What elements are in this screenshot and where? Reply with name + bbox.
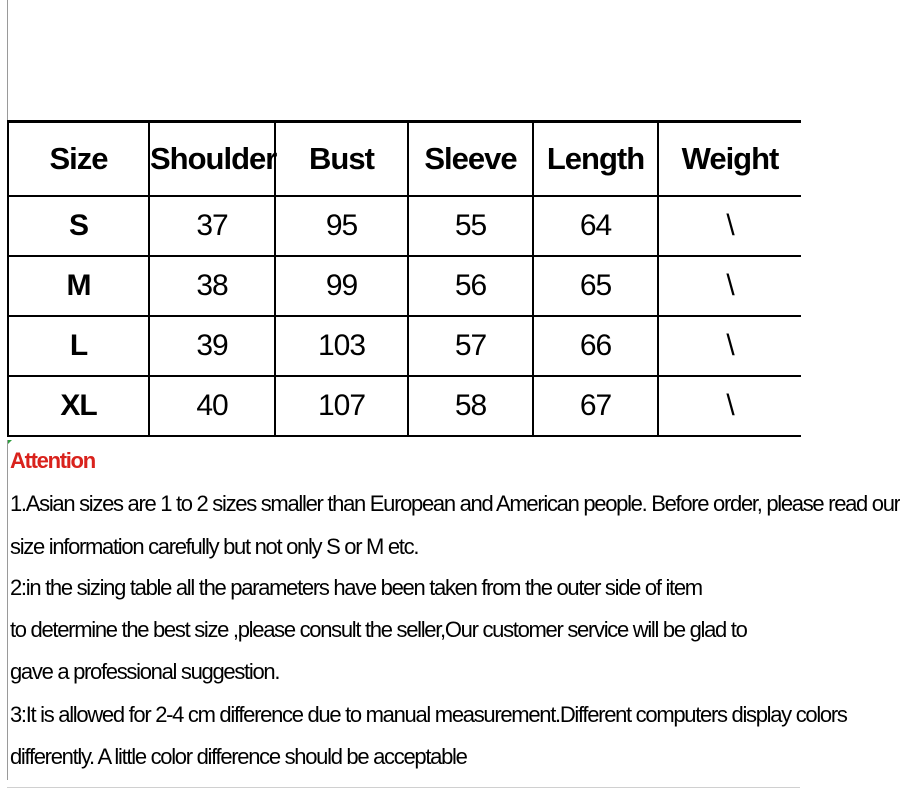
cell-bust: 103 [275, 316, 408, 376]
cell-bust: 107 [275, 376, 408, 436]
empty-sheet-area [0, 0, 800, 120]
cell-length: 67 [533, 376, 658, 436]
header-sleeve: Sleeve [408, 122, 533, 197]
attention-line-1: 1.Asian sizes are 1 to 2 sizes smaller than European and American people. Before order, please read our [10, 491, 900, 516]
attention-line-7: differently. A little color difference should be acceptable [10, 744, 467, 769]
cell-bust: 99 [275, 256, 408, 316]
attention-line-5: gave a professional suggestion. [10, 659, 280, 684]
cell-length: 65 [533, 256, 658, 316]
sheet-gridline [7, 787, 800, 788]
cell-weight: \ [658, 256, 801, 316]
cell-sleeve: 58 [408, 376, 533, 436]
cell-sleeve: 57 [408, 316, 533, 376]
sheet-gridline [7, 0, 8, 120]
cell-length: 66 [533, 316, 658, 376]
attention-notes [7, 440, 900, 780]
attention-line-2: size information carefully but not only S or M etc. [10, 534, 419, 559]
header-weight: Weight [658, 122, 801, 197]
cell-shoulder: 37 [149, 196, 275, 256]
cell-bust: 95 [275, 196, 408, 256]
header-shoulder: Shoulder [149, 122, 275, 197]
attention-line-4: to determine the best size ,please consult the seller,Our customer service will be glad to [10, 617, 747, 642]
table-row [8, 196, 801, 256]
cell-weight: \ [658, 316, 801, 376]
cell-weight: \ [658, 196, 801, 256]
cell-shoulder: 40 [149, 376, 275, 436]
table-header-row [8, 122, 801, 197]
header-length: Length [533, 122, 658, 197]
cell-length: 64 [533, 196, 658, 256]
cell-shoulder: 39 [149, 316, 275, 376]
cell-sleeve: 56 [408, 256, 533, 316]
header-size: Size [8, 122, 149, 197]
cell-size: S [8, 196, 149, 256]
attention-line-3: 2:in the sizing table all the parameters have been taken from the outer side of item [10, 575, 702, 600]
header-bust: Bust [275, 122, 408, 197]
cell-size: L [8, 316, 149, 376]
cell-size: M [8, 256, 149, 316]
attention-line-6: 3:It is allowed for 2-4 cm difference due to manual measurement.Different computers display colors [10, 702, 847, 727]
table-row [8, 256, 801, 316]
table-row [8, 316, 801, 376]
cell-size: XL [8, 376, 149, 436]
cell-weight: \ [658, 376, 801, 436]
cell-shoulder: 38 [149, 256, 275, 316]
cell-sleeve: 55 [408, 196, 533, 256]
attention-title: Attention [10, 448, 95, 473]
table-row [8, 376, 801, 436]
size-chart-table [7, 120, 801, 437]
